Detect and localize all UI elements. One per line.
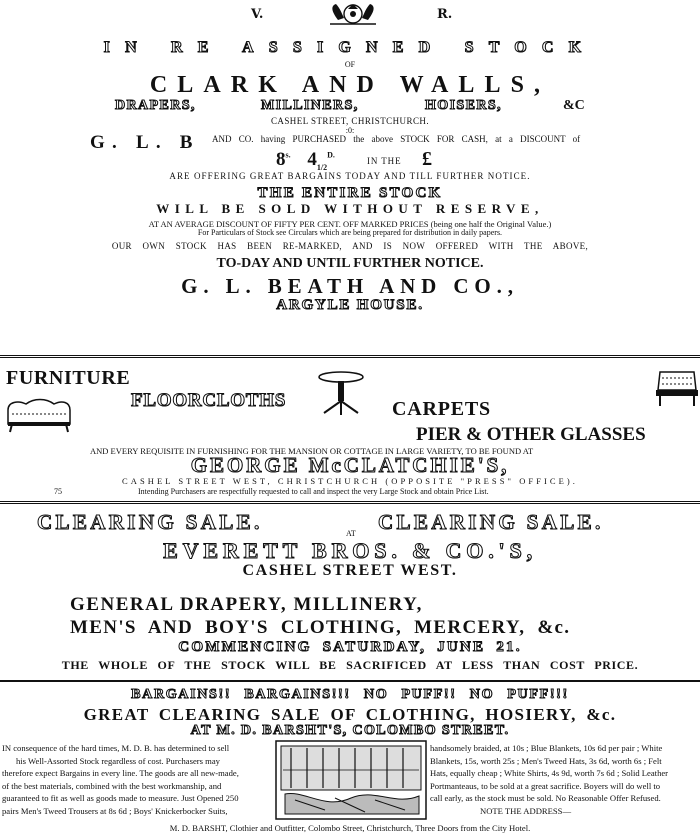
trade-hoisers: HOISERS, (425, 98, 502, 113)
entire-stock: THE ENTIRE STOCK (257, 185, 443, 201)
at-md-barsht: AT M. D. BARSHT'S, COLOMBO STREET. (190, 723, 510, 738)
right-line: Blankets, 15s, worth 25s ; Men's Tweed Hats, 3s 6d, worth 6s ; Felt (430, 755, 662, 766)
divider-rule-3 (0, 680, 700, 682)
firm-name: CLARK AND WALLS, (149, 72, 551, 98)
discount-s-sup: s. (285, 150, 291, 160)
heading-in-re: IN RE ASSIGNED STOCK (103, 39, 597, 56)
divider-rule-2 (0, 501, 700, 504)
everett-bros: EVERETT BROS. & CO.'S, (163, 538, 537, 563)
george-mcclatchie: GEORGE McCLATCHIE'S, (190, 453, 510, 477)
barsht-right-column (430, 742, 698, 818)
right-line: Portmanteaus, to be sold at a great sacrifice. Boyers will do well to (430, 780, 661, 791)
at-label: AT (346, 529, 356, 538)
mens-clothing: MEN'S AND BOY'S CLOTHING, MERCERY, &c. (70, 617, 571, 638)
own-stock: OUR OWN STOCK HAS BEEN RE-MARKED, AND IS NOW OFFERED WITH THE ABOVE, (111, 241, 589, 251)
bargains-line: BARGAINS!! BARGAINS!!! NO PUFF!! NO PUFF!!! (131, 687, 569, 702)
right-line: NOTE THE ADDRESS— (480, 805, 572, 816)
of-label: OF (344, 60, 356, 69)
barsht-footer: M. D. BARSHT, Clothier and Outfitter, Colombo Street, Christchurch, Three Doors from the City Hotel. (169, 823, 531, 833)
left-line: pairs Men's Tweed Trousers at 8s 6d ; Boys' Knickerbocker Suits, (2, 805, 228, 816)
chair-illustration-icon (654, 368, 700, 410)
requisite-line: AND EVERY REQUISITE IN FURNISHING FOR THE MANSION OR COTTAGE IN LARGE VARIETY, TO BE FOUND AT (90, 446, 534, 456)
vr-v: V. (251, 7, 264, 22)
average-discount: AT AN AVERAGE DISCOUNT OF FIFTY PER CENT. OFF MARKED PRICES (being one half the Original Value.) (148, 219, 552, 229)
discount-shillings (276, 150, 335, 172)
right-line: handsomely braided, at 10s ; Blue Blankets, 10s 6d per pair ; White (430, 743, 663, 753)
offering-line: ARE OFFERING GREAT BARGAINS TODAY AND TILL FURTHER NOTICE. (169, 171, 531, 181)
particulars: For Particulars of Stock see Circulars which are being prepared for distribution in daily papers. (197, 228, 503, 237)
carpets-title: CARPETS (392, 398, 491, 420)
discount-frac: 1/2 (316, 162, 328, 172)
cashel-street-west: CASHEL STREET WEST. (242, 562, 458, 579)
left-line: guaranteed to fit as well as goods made to measure. Just Opened 250 (2, 793, 239, 804)
divider-rule-1 (0, 355, 700, 358)
trade-etc: &C (563, 98, 585, 113)
royal-crest-icon (318, 0, 388, 26)
whole-stock: THE WHOLE OF THE STOCK WILL BE SACRIFICED AT LESS THAN COST PRICE. (61, 658, 639, 672)
argyle-house: ARGYLE HOUSE. (276, 297, 424, 313)
furniture-title: FURNITURE (6, 367, 131, 389)
great-clearing: GREAT CLEARING SALE OF CLOTHING, HOSIERY, &c. (83, 705, 617, 724)
table-illustration-icon (316, 369, 366, 417)
sofa-illustration-icon (4, 396, 74, 436)
barsht-left-column (2, 742, 272, 818)
intending-line: Intending Purchasers are respectfully requested to call and inspect the very Large Stock and obtain Price List. (138, 487, 489, 496)
trade-milliners: MILLINERS, (261, 98, 359, 113)
left-line: of the best materials, combined with the best workmanship, and (2, 780, 222, 791)
clearing-sale-left: CLEARING SALE. (37, 510, 263, 534)
discount-s: 8 (276, 149, 286, 170)
commencing: COMMENCING SATURDAY, JUNE 21. (178, 639, 522, 655)
clearing-sale-right: CLEARING SALE. (378, 510, 604, 534)
in-the: IN THE (367, 156, 402, 166)
mcclatchie-address: CASHEL STREET WEST, CHRISTCHURCH (OPPOSITE "PRESS" OFFICE). (122, 476, 578, 486)
vr-r: R. (437, 7, 453, 22)
pound-sign: £ (422, 148, 432, 170)
street-line: CASHEL STREET, CHRISTCHURCH. (270, 116, 430, 126)
ad-number: 75 (54, 487, 62, 496)
discount-d-sup: D. (327, 150, 335, 160)
today-line: TO-DAY AND UNTIL FURTHER NOTICE. (216, 256, 484, 271)
divider: :0: (345, 126, 355, 135)
floorcloths-title: FLOORCLOTHS (131, 390, 287, 411)
right-line: Hats, equally cheap ; White Shirts, 4s 9d, worth 7s 6d ; Solid Leather (430, 768, 669, 779)
glasses-title: PIER & OTHER GLASSES (416, 424, 646, 445)
glb-initials: G. L. B (90, 132, 200, 153)
shop-illustration-icon (275, 740, 427, 820)
left-line: therefore expect Bargains in every line. The goods are all new-made, (2, 768, 239, 779)
right-line: call early, as the stock must be sold. No Reasonable Offer Refused. (430, 793, 661, 804)
beath-name: G. L. BEATH AND CO., (181, 274, 519, 298)
left-line: his Well-Assorted Stock regardless of cost. Purchasers may (16, 755, 220, 766)
left-line: IN consequence of the hard times, M. D. B. has determined to sell (2, 743, 230, 753)
sold-without-reserve: WILL BE SOLD WITHOUT RESERVE, (156, 201, 544, 216)
trade-drapers: DRAPERS, (115, 98, 196, 113)
general-drapery: GENERAL DRAPERY, MILLINERY, (70, 594, 423, 615)
discount-d: 4 (307, 149, 317, 170)
purchase-text: AND CO. having PURCHASED the above STOCK FOR CASH, at a DISCOUNT of (212, 134, 581, 144)
